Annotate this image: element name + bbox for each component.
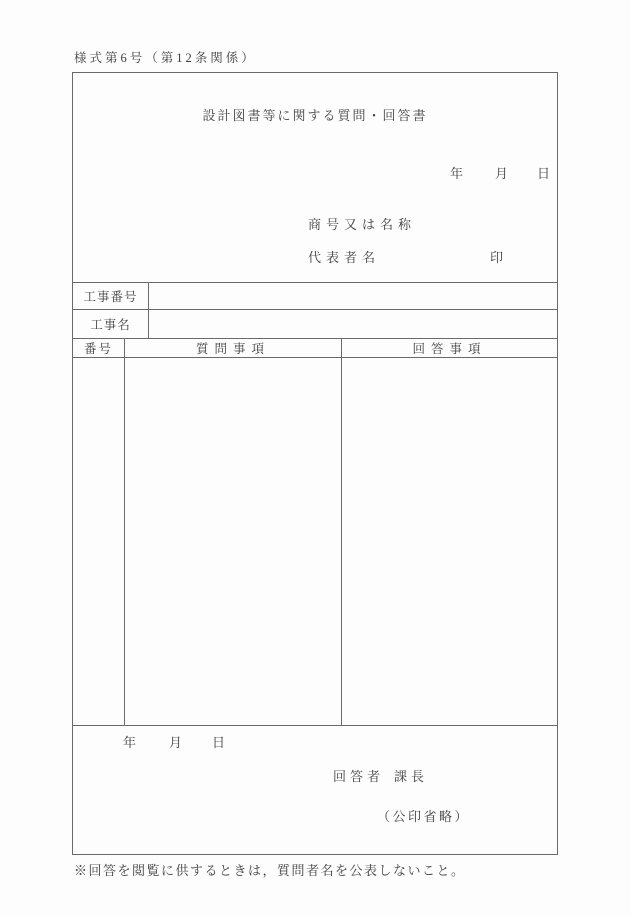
construction-number-label: 工事番号 <box>73 283 149 309</box>
qa-cell-question <box>125 358 342 725</box>
qa-table-header-row <box>73 338 557 357</box>
date-year-label: 年 <box>450 166 464 181</box>
form-number: 様式第6号（第12条関係） <box>74 51 257 65</box>
responder-title-label: 課長 <box>394 769 429 784</box>
qa-cell-number <box>73 358 125 725</box>
answer-date-month-label: 月 <box>169 735 183 750</box>
date-month-label: 月 <box>495 166 509 181</box>
footnote: ※回答を閲覧に供するときは，質問者名を公表しないこと。 <box>74 863 466 878</box>
construction-name-value <box>149 310 557 338</box>
qa-cell-answer <box>342 358 557 725</box>
form-border-box <box>72 72 558 855</box>
answer-footer-section <box>73 725 557 854</box>
official-seal-omitted-note: （公印省略） <box>377 809 471 824</box>
representative-name-label: 代表者名 <box>308 250 381 265</box>
date-day-label: 日 <box>537 166 551 181</box>
answer-date-day-label: 日 <box>212 735 226 750</box>
qa-table-header-number: 番号 <box>73 339 125 357</box>
submission-date-line <box>73 163 557 179</box>
responder-line <box>333 766 428 785</box>
responder-label: 回答者 <box>333 769 385 784</box>
document-title: 設計図書等に関する質問・回答書 <box>202 108 428 123</box>
construction-number-value <box>149 283 557 309</box>
construction-number-row <box>73 282 557 309</box>
construction-name-row <box>73 309 557 338</box>
seal-placeholder-label: 印 <box>490 250 504 265</box>
qa-table-header-question: 質問事項 <box>125 339 342 357</box>
company-name-label: 商号又は名称 <box>308 217 417 232</box>
construction-name-label: 工事名 <box>73 310 149 338</box>
answer-date-year-label: 年 <box>123 735 137 750</box>
answer-date-line <box>73 732 557 748</box>
qa-table-body-row <box>73 357 557 725</box>
qa-table-header-answer: 回答事項 <box>412 342 487 356</box>
form-header-section <box>73 73 557 282</box>
